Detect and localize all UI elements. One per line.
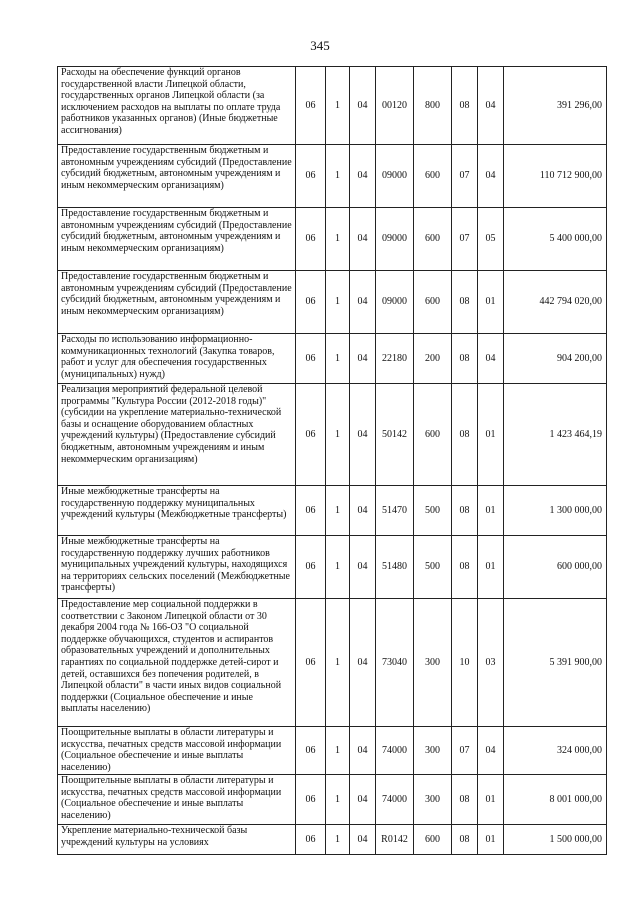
code-column-6: 08 [452,775,478,825]
code-column-7: 01 [478,536,504,599]
code-column-3: 04 [350,825,376,855]
code-column-7: 01 [478,486,504,536]
table-row [58,536,607,599]
code-column-4: 73040 [376,599,414,727]
code-column-4: 50142 [376,384,414,486]
table-row [58,208,607,271]
row-amount: 1 500 000,00 [504,825,607,855]
row-amount: 1 423 464,19 [504,384,607,486]
code-column-6: 08 [452,486,478,536]
code-column-2: 1 [326,536,350,599]
code-column-1: 06 [296,599,326,727]
code-column-5: 200 [414,334,452,384]
code-column-3: 04 [350,208,376,271]
table-row [58,825,607,855]
code-column-6: 08 [452,384,478,486]
row-amount: 600 000,00 [504,536,607,599]
table-row [58,145,607,208]
code-column-5: 300 [414,775,452,825]
code-column-3: 04 [350,145,376,208]
row-amount: 110 712 900,00 [504,145,607,208]
code-column-5: 600 [414,271,452,334]
code-column-4: 22180 [376,334,414,384]
code-column-2: 1 [326,145,350,208]
code-column-1: 06 [296,384,326,486]
code-column-3: 04 [350,334,376,384]
code-column-7: 05 [478,208,504,271]
row-description: Предоставление государственным бюджетным и автономным учреждениям субсидий (Предоставление субсидий бюджетным, автономным учреждениям и иным некоммерческим организациям) [58,145,296,208]
row-amount: 442 794 020,00 [504,271,607,334]
code-column-1: 06 [296,536,326,599]
code-column-6: 08 [452,536,478,599]
code-column-3: 04 [350,67,376,145]
table-row [58,67,607,145]
row-description: Реализация мероприятий федеральной целевой программы "Культура России (2012-2018 годы)" (субсидии на укрепление материально-технической базы и оснащение оборудованием областных учреждений культуры) (Предоставление субсидий бюджетным, автономным учреждениям и иным некоммерческим организациям) [58,384,296,486]
table-row [58,599,607,727]
code-column-7: 04 [478,334,504,384]
table-row [58,334,607,384]
row-description: Поощрительные выплаты в области литературы и искусства, печатных средств массовой информации (Социальное обеспечение и иные выплаты населению) [58,727,296,775]
code-column-6: 07 [452,145,478,208]
row-amount: 8 001 000,00 [504,775,607,825]
row-description: Предоставление государственным бюджетным и автономным учреждениям субсидий (Предоставление субсидий бюджетным, автономным учреждениям и иным некоммерческим организациям) [58,271,296,334]
code-column-5: 600 [414,208,452,271]
code-column-1: 06 [296,67,326,145]
code-column-3: 04 [350,536,376,599]
code-column-2: 1 [326,825,350,855]
table-row [58,384,607,486]
code-column-5: 300 [414,599,452,727]
code-column-2: 1 [326,486,350,536]
code-column-4: 51480 [376,536,414,599]
code-column-5: 500 [414,486,452,536]
row-amount: 391 296,00 [504,67,607,145]
code-column-7: 04 [478,67,504,145]
row-amount: 324 000,00 [504,727,607,775]
code-column-3: 04 [350,775,376,825]
row-description: Расходы на обеспечение функций органов государственной власти Липецкой области, государственных органов Липецкой области (за исключением расходов на выплаты по оплате труда работников указанных органов) (Иные бюджетные ассигнования) [58,67,296,145]
row-amount: 904 200,00 [504,334,607,384]
code-column-4: 00120 [376,67,414,145]
code-column-5: 500 [414,536,452,599]
code-column-4: 09000 [376,145,414,208]
code-column-4: 09000 [376,208,414,271]
code-column-6: 08 [452,67,478,145]
code-column-4: 74000 [376,775,414,825]
code-column-2: 1 [326,775,350,825]
code-column-7: 04 [478,727,504,775]
code-column-4: R0142 [376,825,414,855]
row-description: Укрепление материально-технической базы учреждений культуры на условиях [58,825,296,855]
table-row [58,486,607,536]
table-row [58,727,607,775]
code-column-5: 600 [414,384,452,486]
table-row [58,271,607,334]
code-column-1: 06 [296,486,326,536]
code-column-4: 51470 [376,486,414,536]
code-column-2: 1 [326,599,350,727]
code-column-1: 06 [296,727,326,775]
row-description: Расходы по использованию информационно-коммуникационных технологий (Закупка товаров, работ и услуг для обеспечения государственных (муниципальных) нужд) [58,334,296,384]
code-column-3: 04 [350,486,376,536]
code-column-5: 600 [414,145,452,208]
code-column-7: 03 [478,599,504,727]
code-column-7: 01 [478,271,504,334]
code-column-3: 04 [350,599,376,727]
row-amount: 5 400 000,00 [504,208,607,271]
code-column-6: 08 [452,271,478,334]
code-column-7: 01 [478,825,504,855]
code-column-7: 01 [478,775,504,825]
page-number: 345 [310,38,330,53]
code-column-7: 04 [478,145,504,208]
code-column-6: 08 [452,825,478,855]
code-column-4: 74000 [376,727,414,775]
code-column-1: 06 [296,825,326,855]
row-amount: 5 391 900,00 [504,599,607,727]
code-column-6: 08 [452,334,478,384]
code-column-2: 1 [326,67,350,145]
code-column-1: 06 [296,334,326,384]
row-description: Предоставление мер социальной поддержки в соответствии с Законом Липецкой области от 30 декабря 2004 года № 166-ОЗ "О социальной поддержке обучающихся, студентов и аспирантов образовательных учреждений и дополнительных гарантиях по социальной поддержке детей-сирот и детей, оставшихся без попечения родителей, в Липецкой области" в части иных видов социальной поддержки (Социальное обеспечение и иные выплаты населению) [58,599,296,727]
code-column-2: 1 [326,271,350,334]
code-column-5: 600 [414,825,452,855]
code-column-6: 10 [452,599,478,727]
code-column-6: 07 [452,208,478,271]
code-column-2: 1 [326,727,350,775]
code-column-5: 300 [414,727,452,775]
code-column-1: 06 [296,775,326,825]
code-column-2: 1 [326,384,350,486]
code-column-6: 07 [452,727,478,775]
code-column-2: 1 [326,334,350,384]
budget-table [57,66,607,855]
row-description: Предоставление государственным бюджетным и автономным учреждениям субсидий (Предоставление субсидий бюджетным, автономным учреждениям и иным некоммерческим организациям) [58,208,296,271]
code-column-3: 04 [350,384,376,486]
row-amount: 1 300 000,00 [504,486,607,536]
code-column-4: 09000 [376,271,414,334]
code-column-7: 01 [478,384,504,486]
row-description: Поощрительные выплаты в области литературы и искусства, печатных средств массовой информации (Социальное обеспечение и иные выплаты населению) [58,775,296,825]
row-description: Иные межбюджетные трансферты на государственную поддержку лучших работников муниципальных учреждений культуры, находящихся на территориях сельских поселений (Межбюджетные трансферты) [58,536,296,599]
code-column-3: 04 [350,271,376,334]
code-column-1: 06 [296,145,326,208]
code-column-5: 800 [414,67,452,145]
row-description: Иные межбюджетные трансферты на государственную поддержку муниципальных учреждений культуры (Межбюджетные трансферты) [58,486,296,536]
code-column-2: 1 [326,208,350,271]
code-column-1: 06 [296,271,326,334]
table-row [58,775,607,825]
code-column-1: 06 [296,208,326,271]
code-column-3: 04 [350,727,376,775]
